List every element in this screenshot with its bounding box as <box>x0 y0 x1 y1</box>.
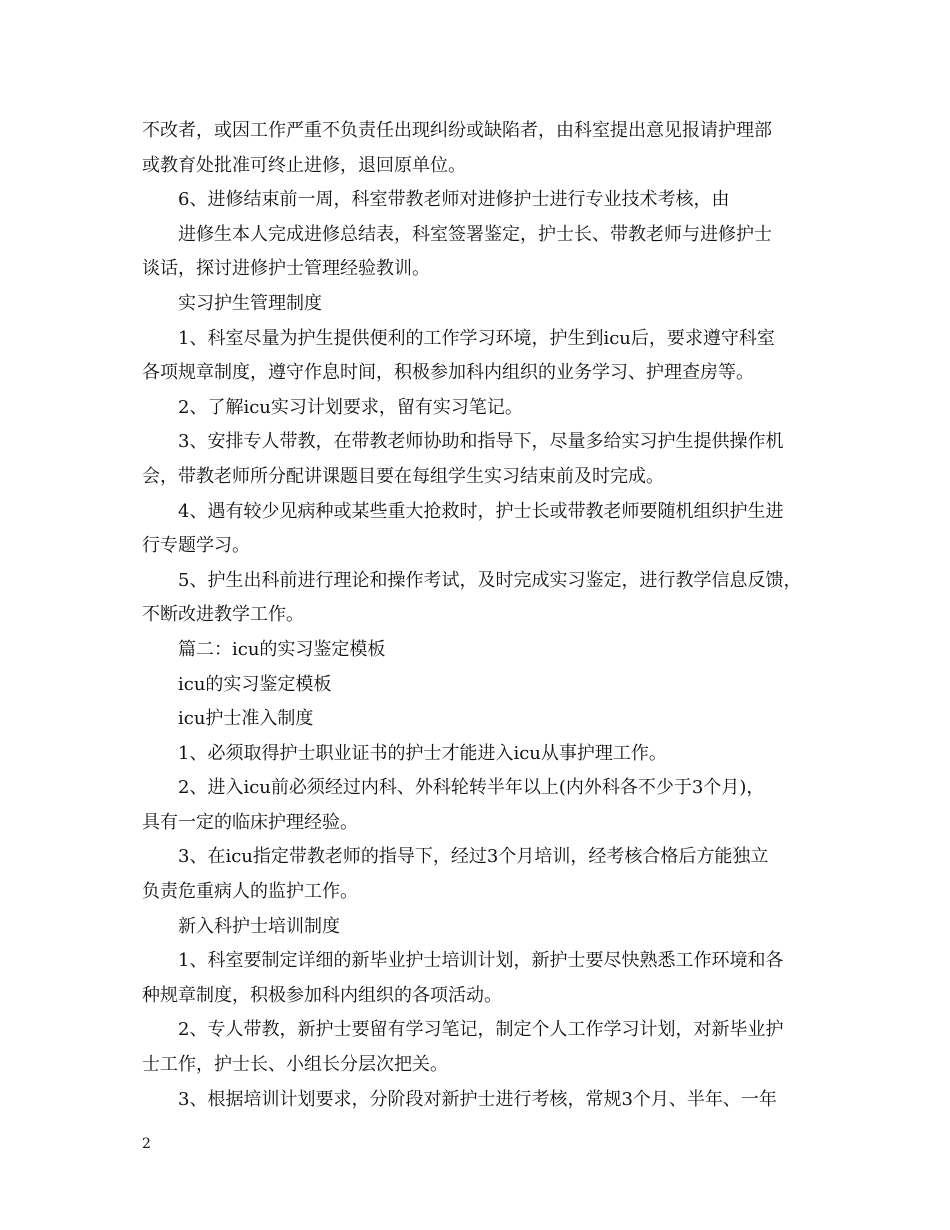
text-line: 1、科室要制定详细的新毕业护士培训计划，新护士要尽快熟悉工作环境和各 <box>178 950 784 972</box>
text-line: 不断改进教学工作。 <box>142 604 304 626</box>
text-line: 实习护生管理制度 <box>178 292 322 314</box>
text-line: icu护士准入制度 <box>178 708 314 730</box>
text-line: icu的实习鉴定模板 <box>178 673 332 695</box>
text-line: 3、安排专人带教，在带教老师协助和指导下，尽量多给实习护生提供操作机 <box>178 431 784 453</box>
text-line: 6、进修结束前一周，科室带教老师对进修护士进行专业技术考核，由 <box>178 189 730 211</box>
text-line: 负责危重病人的监护工作。 <box>142 881 358 903</box>
text-line: 4、遇有较少见病种或某些重大抢救时，护士长或带教老师要随机组织护生进 <box>178 500 784 522</box>
text-line: 具有一定的临床护理经验。 <box>142 811 358 833</box>
text-line: 种规章制度，积极参加科内组织的各项活动。 <box>142 984 502 1006</box>
text-line: 进修生本人完成进修总结表，科室签署鉴定，护士长、带教老师与进修护士 <box>178 223 772 245</box>
text-line: 3、根据培训计划要求，分阶段对新护士进行考核，常规3个月、半年、一年 <box>178 1088 777 1110</box>
text-line: 不改者，或因工作严重不负责任出现纠纷或缺陷者，由科室提出意见报请护理部 <box>142 120 772 141</box>
text-line: 士工作，护士长、小组长分层次把关。 <box>142 1054 448 1076</box>
text-line: 会，带教老师所分配讲课题目要在每组学生实习结束前及时完成。 <box>142 465 664 487</box>
text-line: 2、进入icu前必须经过内科、外科轮转半年以上(内外科各不少于3个月)， <box>178 777 765 799</box>
text-line: 谈话，探讨进修护士管理经验教训。 <box>142 258 430 280</box>
text-line: 2、了解icu实习计划要求，留有实习笔记。 <box>178 396 523 418</box>
text-line: 2、专人带教，新护士要留有学习笔记，制定个人工作学习计划，对新毕业护 <box>178 1019 784 1041</box>
text-line: 各项规章制度，遵守作息时间，积极参加科内组织的业务学习、护理查房等。 <box>142 362 754 384</box>
text-line: 新入科护士培训制度 <box>178 915 340 937</box>
text-line: 5、护生出科前进行理论和操作考试，及时完成实习鉴定，进行教学信息反馈， <box>178 569 802 591</box>
text-line: 1、必须取得护士职业证书的护士才能进入icu从事护理工作。 <box>178 742 667 764</box>
document-body <box>142 114 824 1117</box>
text-line: 或教育处批准可终止进修，退回原单位。 <box>142 154 466 176</box>
text-line: 1、科室尽量为护生提供便利的工作学习环境，护生到icu后，要求遵守科室 <box>178 327 775 349</box>
page-number: 2 <box>142 1136 151 1152</box>
text-line: 篇二：icu的实习鉴定模板 <box>178 638 386 660</box>
text-line: 3、在icu指定带教老师的指导下，经过3个月培训，经考核合格后方能独立 <box>178 846 769 868</box>
text-line: 行专题学习。 <box>142 535 250 557</box>
